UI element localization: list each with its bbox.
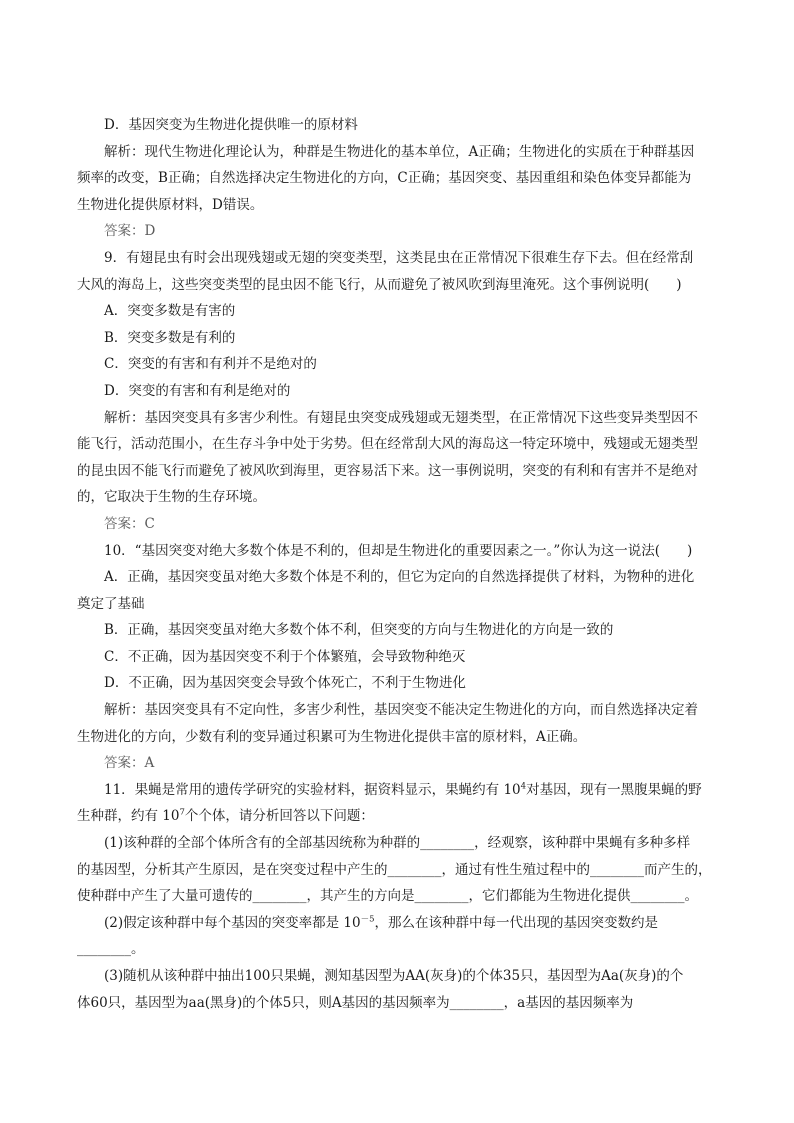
superscript-exponent: －5 — [360, 914, 375, 925]
text-line — [77, 803, 719, 830]
text-line: 的基因型，分析其产生原因，是在突变过程中产生的________，通过有性生殖过程中的________而产生的， — [77, 861, 712, 878]
text-line: B．正确，基因突变虽对绝大多数个体不利，但突变的方向与生物进化的方向是一致的 — [104, 622, 614, 639]
text-line: 生物进化提供原材料，D错误。 — [77, 196, 264, 213]
text-segment: (2)假定该种群中每个基因的突变率都是 10 — [104, 914, 361, 931]
text-line: 解析：现代生物进化理论认为，种群是生物进化的基本单位，A正确；生物进化的实质在于种群基因 — [104, 143, 695, 160]
text-segment: ，那么在该种群中每一代出现的基因突变数约是 — [374, 914, 659, 931]
text-line: 频率的改变，B正确；自然选择决定生物进化的方向，C正确；基因突变、基因重组和染色体变异都能为 — [77, 170, 692, 187]
text-line: 能飞行，活动范围小，在生存斗争中处于劣势。但在经常刮大风的海岛这一特定环境中，残翅或无翅类型 — [77, 436, 698, 453]
text-line: D．不正确，因为基因突变会导致个体死亡，不利于生物进化 — [104, 675, 466, 692]
text-line: 奠定了基础 — [77, 595, 145, 612]
text-line: D．基因突变为生物进化提供唯一的原材料 — [104, 117, 358, 133]
text-line: 的昆虫因不能飞行而避免了被风吹到海里，更容易活下来。这一事例说明，突变的有利和有害并不是绝对 — [77, 462, 698, 479]
text-line: 大风的海岛上，这些突变类型的昆虫因不能飞行，从而避免了被风吹到海里淹死。这个事例说明( ) — [77, 276, 682, 293]
superscript-exponent: 7 — [179, 807, 185, 818]
text-line: A．正确，基因突变虽对绝大多数个体是不利的，但它为定向的自然选择提供了材料，为物种的进化 — [104, 569, 695, 586]
answer-line: 答案：A — [104, 755, 155, 772]
text-line: C．突变的有害和有利并不是绝对的 — [104, 356, 317, 373]
text-line: 的，它取决于生物的生存环境。 — [77, 489, 266, 506]
text-line: 生物进化的方向，少数有利的变异通过积累可为生物进化提供丰富的原材料，A正确。 — [77, 728, 587, 745]
text-segment: 个个体，请分析回答以下问题： — [184, 808, 374, 825]
answer-line: 答案：D — [104, 223, 156, 240]
answer-line: 答案：C — [104, 515, 155, 532]
text-line: 使种群中产生了大量可遗传的________，其产生的方向是________，它们都能为生物进化提供________。 — [77, 888, 698, 905]
text-segment: 11．果蝇是常用的遗传学研究的实验材料，据资料显示，果蝇约有 10 — [104, 781, 521, 798]
superscript-exponent: 4 — [520, 781, 527, 792]
text-line: 9．有翅昆虫有时会出现残翅或无翅的突变类型，这类昆虫在正常情况下很难生存下去。但在经常刮 — [104, 249, 694, 266]
text-line: B．突变多数是有利的 — [104, 329, 236, 346]
text-line: C．不正确，因为基因突变不利于个体繁殖，会导致物种绝灭 — [104, 648, 466, 665]
text-line: (3)随机从该种群中抽出100只果蝇，测知基因型为AA(灰身)的个体35只，基因型为Aa(灰身)的个 — [104, 968, 684, 984]
text-segment: 对基因，现有一黑腹果蝇的野 — [526, 781, 702, 798]
text-segment: 生种群，约有 10 — [77, 808, 180, 825]
text-line: D．突变的有害和有利是绝对的 — [104, 382, 291, 399]
text-line — [77, 910, 719, 937]
text-line: 解析：基因突变具有多害少利性。有翅昆虫突变成残翅或无翅类型，在正常情况下这些变异类型因不 — [104, 409, 698, 426]
text-line: 解析：基因突变具有不定向性，多害少利性，基因突变不能决定生物进化的方向，而自然选择决定着 — [104, 702, 698, 719]
text-line: A．突变多数是有害的 — [104, 303, 236, 320]
text-line: ________。 — [77, 941, 145, 958]
text-line: 体60只，基因型为aa(黑身)的个体5只，则A基因的基因频率为________，a基因的基因频率为 — [77, 994, 634, 1011]
text-line: 10．“基因突变对绝大多数个体是不利的，但却是生物进化的重要因素之一。”你认为这一说法( ) — [104, 542, 693, 559]
text-line — [77, 777, 719, 804]
text-line: (1)该种群的全部个体所含有的全部基因统称为种群的________，经观察，该种群中果蝇有多种多样 — [104, 835, 691, 852]
document-body — [77, 112, 719, 1016]
